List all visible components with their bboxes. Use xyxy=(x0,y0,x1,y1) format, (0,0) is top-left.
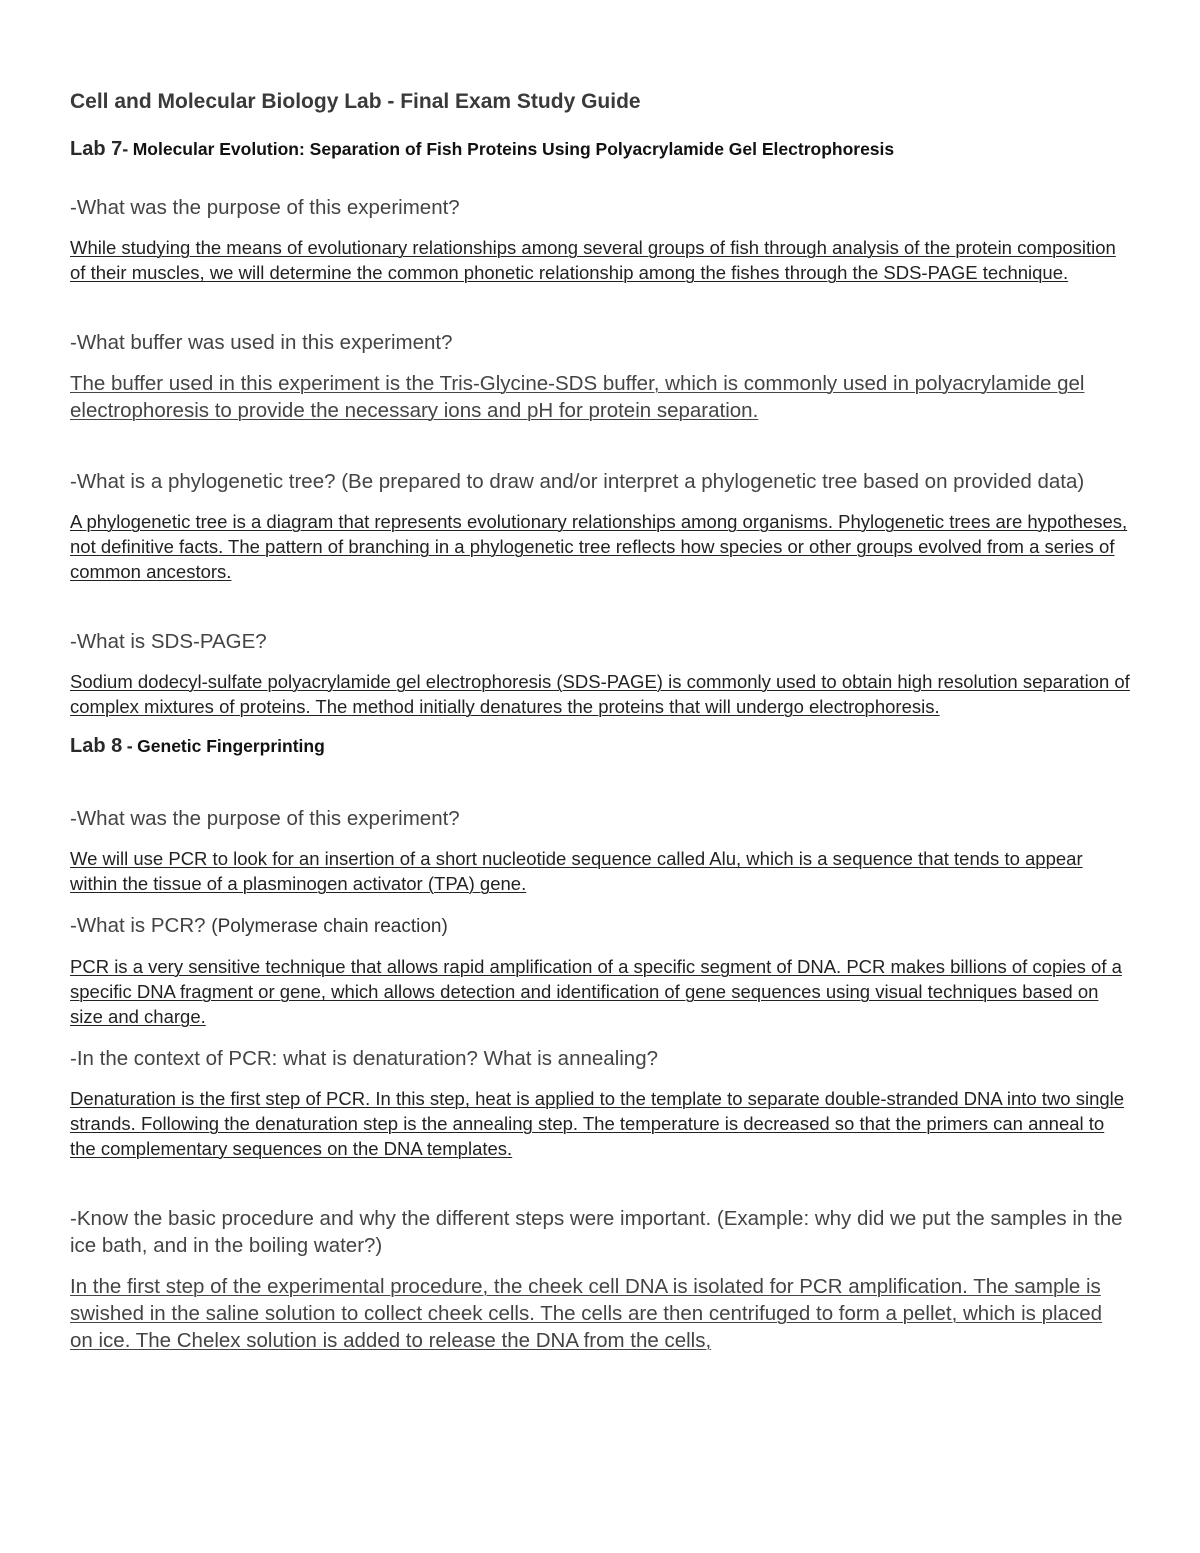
lab7-answer-purpose: While studying the means of evolutionary relationships among several groups of fish through analysis of the protein composition of their muscles, we will determine the common phonetic relationship among the fishes through the SDS-PAGE technique. xyxy=(70,237,1116,283)
lab7-question-phylogenetic-tree: -What is a phylogenetic tree? (Be prepared to draw and/or interpret a phylogenetic tree based on provided data) xyxy=(70,470,1085,493)
lab7-number: Lab 7 xyxy=(70,138,123,160)
lab8-number: Lab 8 xyxy=(70,735,123,757)
lab7-question-purpose: -What was the purpose of this experiment? xyxy=(70,196,460,219)
lab7-topic: Molecular Evolution: Separation of Fish Proteins Using Polyacrylamide Gel Electrophoresis xyxy=(132,139,895,159)
lab8-question-pcr-main: -What is PCR? xyxy=(70,914,206,937)
lab8-answer-purpose: We will use PCR to look for an insertion of a short nucleotide sequence called Alu, which is a sequence that tends to appear within the tissue of a plasminogen activator (TPA) gene. xyxy=(70,848,1083,894)
lab8-topic: Genetic Fingerprinting xyxy=(137,736,325,756)
lab7-question-buffer: -What buffer was used in this experiment? xyxy=(70,331,453,354)
lab8-question-procedure: -Know the basic procedure and why the different steps were important. (Example: why did we put the samples in the ice bath, and in the boiling water?) xyxy=(70,1207,1123,1257)
lab7-answer-sds-page: Sodium dodecyl-sulfate polyacrylamide gel electrophoresis (SDS-PAGE) is commonly used to obtain high resolution separation of complex mixtures of proteins. The method initially denatures the proteins that will undergo electrophoresis. xyxy=(70,671,1130,717)
lab8-question-denaturation: -In the context of PCR: what is denaturation? What is annealing? xyxy=(70,1047,659,1070)
lab8-question-purpose: -What was the purpose of this experiment? xyxy=(70,807,460,830)
lab8-answer-pcr: PCR is a very sensitive technique that allows rapid amplification of a specific segment of DNA. PCR makes billions of copies of a specific DNA fragment or gene, which allows detection and identification of gene sequences using visual techniques based on size and charge. xyxy=(70,956,1122,1027)
lab8-heading xyxy=(70,733,1130,761)
lab8-answer-denaturation: Denaturation is the first step of PCR. In this step, heat is applied to the template to separate double-stranded DNA into two single strands. Following the denaturation step is the annealing step. The temperature is decreased so that the primers can anneal to the complementary sequences on the DNA templates. xyxy=(70,1088,1125,1159)
lab8-question-pcr-sub: (Polymerase chain reaction) xyxy=(211,916,448,937)
study-guide-page xyxy=(70,88,1130,1354)
lab7-answer-phylogenetic-tree: A phylogenetic tree is a diagram that represents evolutionary relationships among organisms. Phylogenetic trees are hypotheses, not definitive facts. The pattern of branching in a phylogenetic tree reflects how species or other groups evolved from a series of common ancestors. xyxy=(70,511,1128,582)
lab7-heading xyxy=(70,136,1130,164)
lab8-dash: - xyxy=(126,736,133,756)
lab7-answer-buffer: The buffer used in this experiment is the Tris-Glycine-SDS buffer, which is commonly used in polyacrylamide gel electrophoresis to provide the necessary ions and pH for protein separation. xyxy=(70,372,1085,422)
lab8-question-pcr xyxy=(70,912,1130,940)
document-title: Cell and Molecular Biology Lab - Final Exam Study Guide xyxy=(70,90,641,113)
lab7-question-sds-page: -What is SDS-PAGE? xyxy=(70,630,267,653)
lab8-answer-procedure: In the first step of the experimental procedure, the cheek cell DNA is isolated for PCR amplification. The sample is swished in the saline solution to collect cheek cells. The cells are then centrifuged to form a pellet, which is placed on ice. The Chelex solution is added to release the DNA from the cells, xyxy=(70,1275,1103,1352)
lab7-dash: - xyxy=(122,139,129,159)
